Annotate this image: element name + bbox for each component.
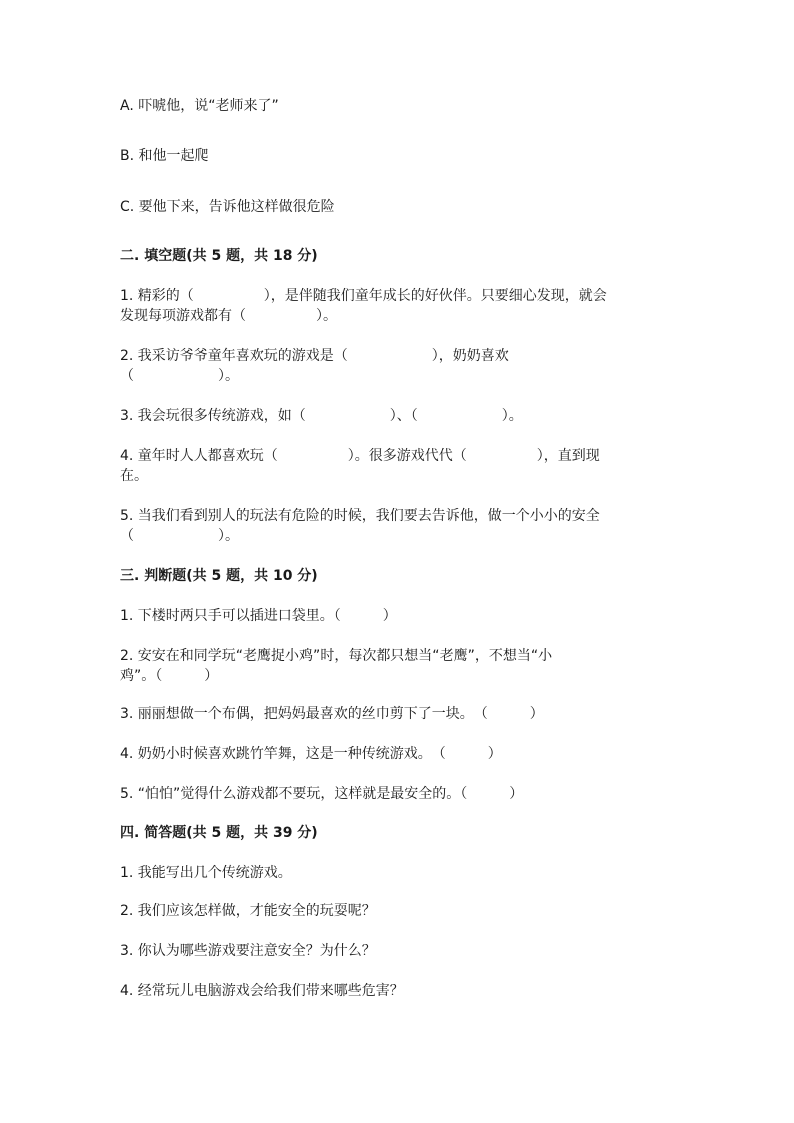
fill-question-2-line-1: 2. 我采访爷爷童年喜欢玩的游戏是（ ），奶奶喜欢 — [120, 348, 509, 364]
fill-question-5-line-2: （ ）。 — [120, 528, 239, 544]
fill-question-2-line-2: （ ）。 — [120, 368, 239, 384]
judge-question-4: 4. 奶奶小时候喜欢跳竹竿舞，这是一种传统游戏。 （ ） — [120, 746, 502, 762]
fill-question-4-line-1: 4. 童年时人人都喜欢玩（ ）。很多游戏代代（ ），直到现 — [120, 448, 600, 464]
fill-question-1-line-2: 发现每项游戏都有（ ）。 — [120, 308, 337, 324]
short-answer-question-3: 3. 你认为哪些游戏要注意安全？为什么？ — [120, 943, 376, 959]
option-c: C. 要他下来，告诉他这样做很危险 — [120, 199, 335, 215]
section-3-heading: 三. 判断题(共 5 题，共 10 分) — [120, 568, 318, 584]
judge-question-5: 5. “怕怕”觉得什么游戏都不要玩，这样就是最安全的。（ ） — [120, 786, 524, 802]
short-answer-question-1: 1. 我能写出几个传统游戏。 — [120, 865, 292, 881]
judge-question-2-line-1: 2. 安安在和同学玩“老鹰捉小鸡”时，每次都只想当“老鹰”，不想当“小 — [120, 648, 553, 664]
fill-question-3: 3. 我会玩很多传统游戏，如（ ）、（ ）。 — [120, 408, 523, 424]
judge-question-2-line-2: 鸡”。（ ） — [120, 668, 219, 684]
fill-question-5-line-1: 5. 当我们看到别人的玩法有危险的时候，我们要去告诉他，做一个小小的安全 — [120, 508, 600, 524]
short-answer-question-2: 2. 我们应该怎样做，才能安全的玩耍呢？ — [120, 903, 376, 919]
short-answer-question-4: 4. 经常玩儿电脑游戏会给我们带来哪些危害？ — [120, 983, 404, 999]
section-2-heading: 二. 填空题(共 5 题，共 18 分) — [120, 248, 318, 264]
option-b: B. 和他一起爬 — [120, 148, 209, 164]
judge-question-3: 3. 丽丽想做一个布偶，把妈妈最喜欢的丝巾剪下了一块。 （ ） — [120, 706, 544, 722]
fill-question-4-line-2: 在。 — [120, 468, 148, 484]
judge-question-1: 1. 下楼时两只手可以插进口袋里。（ ） — [120, 608, 397, 624]
option-a: A. 吓唬他，说“老师来了” — [120, 98, 279, 114]
section-4-heading: 四. 简答题(共 5 题，共 39 分) — [120, 825, 318, 841]
fill-question-1-line-1: 1. 精彩的（ ），是伴随我们童年成长的好伙伴。只要细心发现，就会 — [120, 288, 607, 304]
